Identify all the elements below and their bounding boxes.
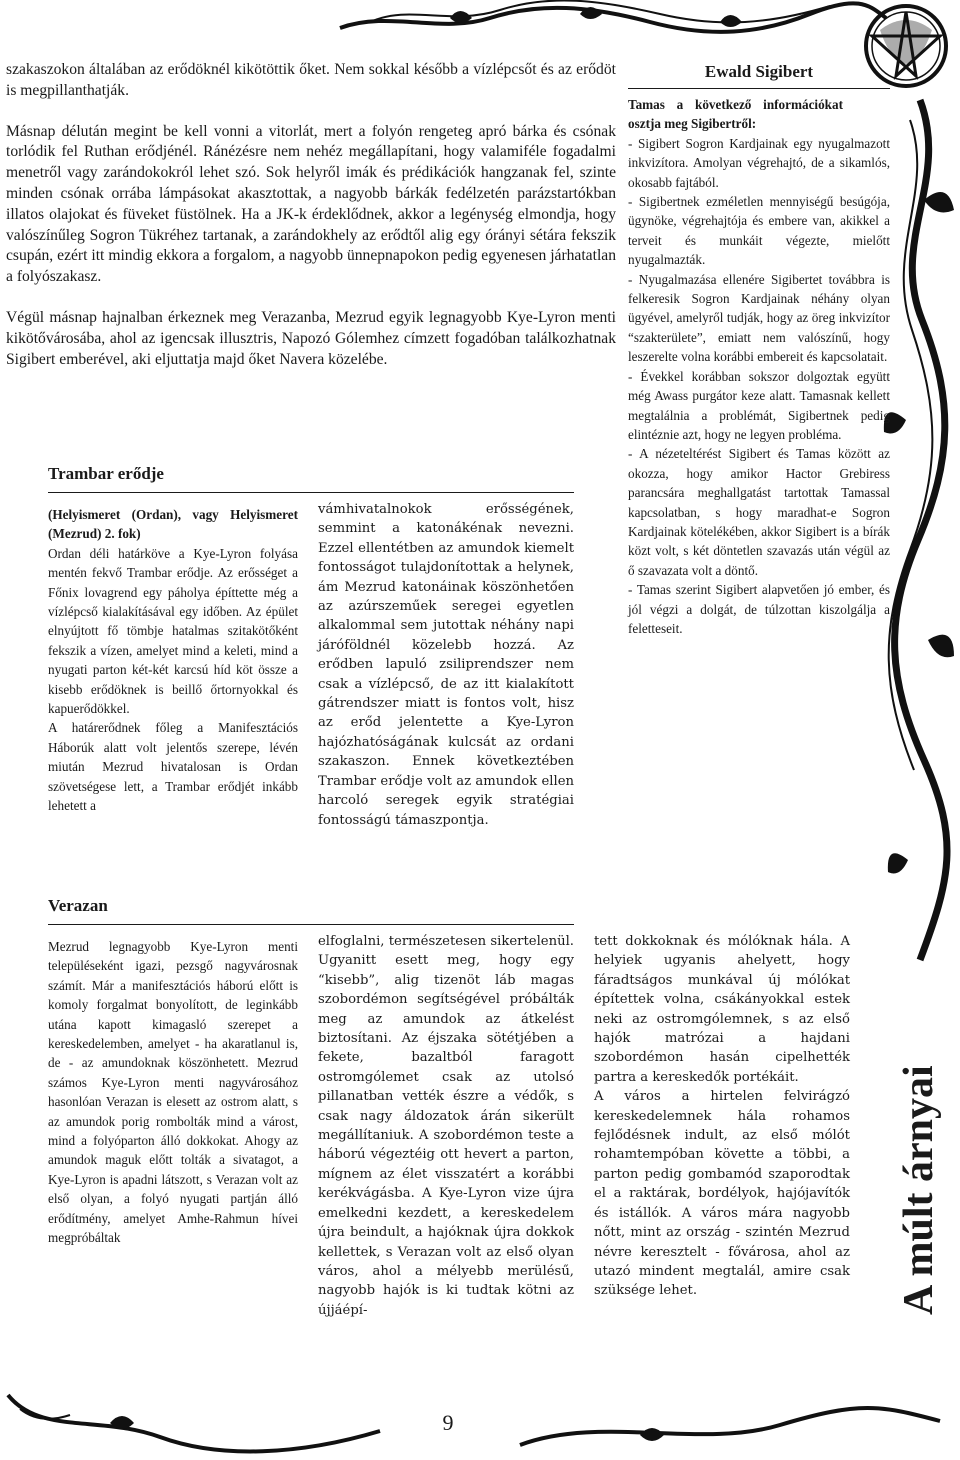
sidebar-intro: Tamas a következő információkat osztja meg Sigibertről: bbox=[628, 97, 843, 132]
section-verazan bbox=[48, 896, 298, 1248]
trambar-paragraph-1: Ordan déli határköve a Kye-Lyron folyása mentén fekvő Trambar erődje. Az erősséget a Főnix lovagrend egy páholya építtette még a vízlépcső kialakításával egy időben. Az épület elnyújtott fő tömbje hatalmas szitakötőként fekszik a vízen, amelyet mind a keleti, mind a nyugati parton két-két karcsú híd köt össze a kisebb erődöknek is beillő őrtornyokkal és kapuerődökkel. bbox=[48, 545, 298, 717]
main-narrative bbox=[6, 60, 616, 370]
verazan-paragraph-1: Mezrud legnagyobb Kye-Lyron menti településeként igazi, pezsgő nagyvárosnak számít. Már a manifesztációs háború előtt is komoly forgalmat bonyolított, de leginkább utána kapott kimagasló szerepet a kereskedelemben, amelyet - ha akaratlanul is, de - az amundoknak köszönhetett. Mezrud számos Kye-Lyron menti nagyvárosához hasonlóan Verazan is elesett az ostrom alatt, s az amundok porig rombolták mind a várost, mind a folyóparton álló dokkokat. Ahogy az amundok maguk előtt tolták a sivatagot, a Kye-Lyron is apadni látszott, s Verazan volt az első olyan, a folyó nyugati partján álló erődítmény, amelyet Amhe-Rahmun hívei megpróbáltak bbox=[48, 939, 298, 1246]
top-vine-ornament bbox=[330, 0, 890, 40]
trambar-column-2 bbox=[318, 500, 574, 830]
sidebar-item: - Évekkel korábban sokszor dolgoztak együtt még Awass purgátor keze alatt. Tamasnak kellett megtalálnia a problémát, Sigibertnek pedig elintéznie azt, hogy ne legyen probléma. bbox=[628, 368, 890, 442]
bottom-vine-ornament bbox=[0, 1375, 960, 1460]
page-number: 9 bbox=[442, 1410, 454, 1435]
right-vine-ornament bbox=[880, 0, 960, 1000]
sidebar-title: Ewald Sigibert bbox=[628, 62, 890, 89]
sidebar-item: - Tamas szerint Sigibert alapvetően jó ember, és jól végzi a dolgát, de túlzottan kiszolgálja a feletteseit. bbox=[628, 582, 890, 636]
section-trambar bbox=[48, 464, 298, 816]
verazan-column-3 bbox=[594, 932, 850, 1301]
verazan-paragraph-4: A város a hirtelen felvirágzó kereskedelemnek hála rohamos fejlődésnek indult, az első mólót rohamtempóban követte a többi, a parton pedig gombamód szaporodtak el a raktárak, bordélyok, hajójavítók és istállók. A város mára nagyobb nőtt, mint az ország - szintén Mezrud névre keresztelt - fővárosa, ahol az utazó mindent megtalál, amire csak szüksége lehet. bbox=[594, 1089, 850, 1299]
section-title-verazan: Verazan bbox=[48, 896, 574, 925]
sidebar-item: - Sigibert Sogron Kardjainak egy nyugalmazott inkvizítora. Amolyan végrehajtó, de a sikamlós, okosabb fajtából. bbox=[628, 135, 890, 190]
main-paragraph-3: Végül másnap hajnalban érkeznek meg Verazanba, Mezrud egyik legnagyobb Kye-Lyron menti kikötővárosába, ahol az igencsak illusztris, Napozó Gólemhez címzett fogadóban találkozhatnak Sigibert emberével, aki eljuttatja majd őket Navera közelébe. bbox=[6, 308, 616, 368]
trambar-paragraph-2: A határerődnek főleg a Manifesztációs Háborúk alatt volt jelentős szerepe, lévén miután Mezrud hivatalosan is Ordan szövetségese lett, a Trambar erődjét inkább lehetett a bbox=[48, 720, 298, 814]
sidebar-item: - Sigibertnek ezméletlen mennyiségű besúgója, ügynöke, végrehajtója és embere van, akikkel a terveit és munkáit végezte, mielőtt nyugalmazták. bbox=[628, 194, 890, 268]
main-paragraph-2: Másnap délután megint be kell vonni a vitorlát, mert a folyón rengeteg apró bárka és csónak torlódik fel Ruthan erődjénél. Ránézésre nem nehéz megállapítani, hogy valamiféle fogadalmi menetről vagy zarándokokról lehet szó. Sok helyről imák és prédikációk hangzanak fel, szinte minden csónak orrába lámpásokat akasztottak, a nagyobb bárkák fedélzetén parázstartókban illatos olajokat és füveket füstölnek. Ha a JK-k érdeklődnek, akkor a legénység elmondja, hogy valószínűleg Sogron Tükréhez tartanak, a zarándokhely az erődtől alig egy órányi sétára fekszik csupán, ezért itt mindig ekkora a forgalom, a nagyobb ünnepnapokon pedig egyenesen járhatatlan a folyószakasz. bbox=[6, 122, 616, 286]
trambar-skill-note: (Helyismeret (Ordan), vagy Helyismeret (Mezrud) 2. fok) bbox=[48, 507, 298, 542]
main-paragraph-1: szakaszokon általában az erődöknél kikötöttik őket. Nem sokkal később a vízlépcsőt és az erődöt is megpillanthatják. bbox=[6, 61, 616, 99]
trambar-paragraph-3: vámhivatalnokok erősségének, semmint a katonákénak nevezni. Ezzel ellentétben az amundok kiemelt fontosságot tulajdonítottak a helynek, ám Mezrud katonáinak köszönhetően az azúrszeműek seregei egyetlen alkalommal sem jutottak néhány napi járóföldnél közelebb hozzá. Az erődben lapuló zsiliprendszer nem csak a vízlépcső, de az itt kialakított gátrendszer miatt is fontos volt, hisz az erőd jelentette a Kye-Lyron hajózhatóságának kulcsát az ordani szakaszon. Ennek következtében Trambar erődje volt az amundok ellen harcoló seregek egyik stratégiai fontosságú támaszpontja. bbox=[318, 502, 574, 828]
verazan-column-2 bbox=[318, 932, 574, 1320]
sidebar-item: - Nyugalmazása ellenére Sigibertet továbbra is felkeresik Sogron Kardjainak néhány olyan ügyével, amelyről tudják, hogy az öreg inkvizítor “szakterülete”, emiatt nem valószínű, hogy leszerelte volna korábbi embereit és kapcsolatait. bbox=[628, 271, 890, 365]
sidebar-item: - A nézeteltérést Sigibert és Tamas között az okozza, hogy amikor Hactor Grebiress parancsára meghallgatást tartottak Tamassal kapcsolatban, s hogy maradhat-e Sogron Kardjainak kötelékében, akkor Sigibert is a bírák közt volt, s két döntetlen szavazás után végül az ő szavazata volt a döntő. bbox=[628, 446, 890, 578]
trambar-column-1 bbox=[48, 505, 298, 816]
verazan-column-1 bbox=[48, 937, 298, 1248]
sidebar-ewald-sigibert bbox=[628, 62, 890, 638]
chapter-title: A múlt árnyai bbox=[896, 1065, 942, 1315]
sidebar-list bbox=[628, 134, 890, 639]
verazan-paragraph-2: elfoglalni, természetesen sikertelenül. Ugyanitt esett meg, hogy egy “kisebb”, alig tizenöt láb magas szobordémon segítségével próbálták meg az amundok az átkelést biztosítani. Az éjszaka sötétjében a fekete, bazaltból faragott ostromgólemet csak az utolsó pillanatban vették észre a védők, s csak nagy áldozatok árán sikerült megállítaniuk. A szobordémon teste a háború végeztéig ott hevert a parton, mígnem az élet visszatért a korábbi kerékvágásba. A Kye-Lyron vize újra emelkedni kezdett, a kereskedelem újra beindult, a hajóknak újra dokkok kellettek, s Verazan volt az első olyan város, ahol a mélyebb merülésű, nagyobb hajók is ki tudtak kötni az újjáépí- bbox=[318, 934, 574, 1318]
section-title-trambar: Trambar erődje bbox=[48, 464, 574, 493]
verazan-paragraph-3: tett dokkoknak és mólóknak hála. A helyiek ugyanis ahelyett, hogy fáradtságos munkával új mólókat építettek volna, csákányokkal estek neki az ostromgólemnek, s az első hajók matrózai a hajdani szobordémon hasán cipelhették partra a kereskedők portékáit. bbox=[594, 934, 850, 1085]
